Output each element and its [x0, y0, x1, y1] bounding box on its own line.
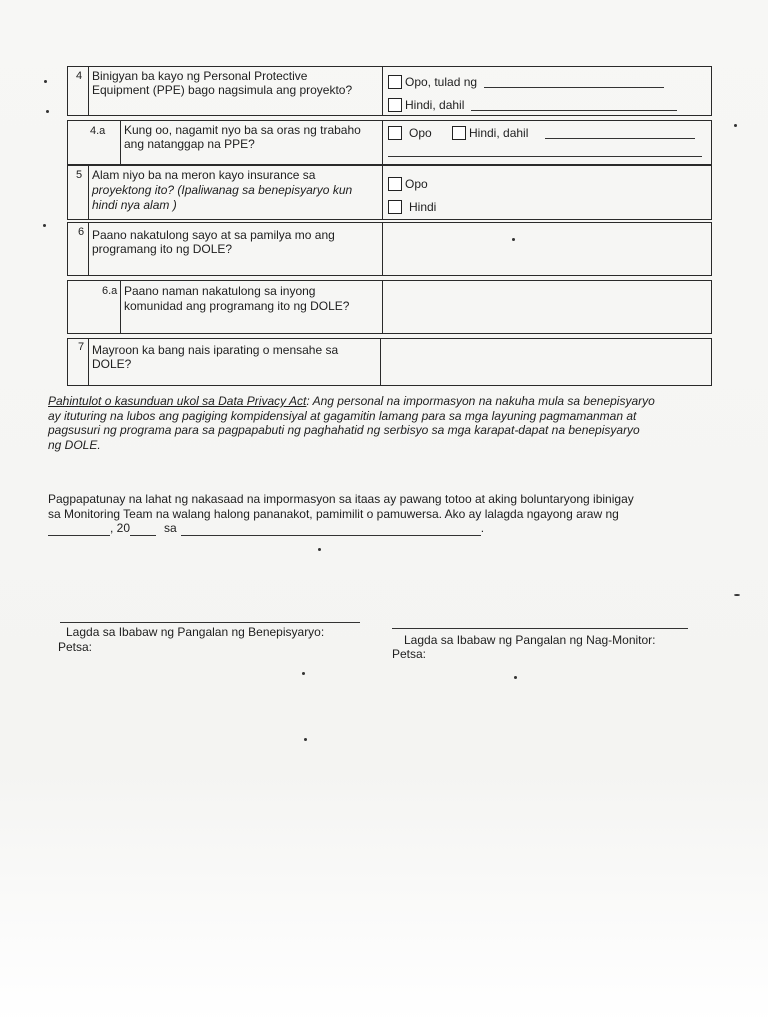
- checkbox-icon[interactable]: [388, 200, 402, 214]
- question-text: Paano nakatulong sayo at sa pamilya mo ang: [92, 228, 335, 242]
- question-text: programang ito ng DOLE?: [92, 242, 233, 256]
- attestation-paragraph: Pagpapatunay na lahat ng nakasaad na impormasyon sa itaas ay pawang totoo at aking boluntaryong ibinigay sa Monitoring Team na walang halong pananakot, pamimilit o pamuwersa. Ako ay lalagda ngayong araw ng , 20 sa .: [48, 492, 728, 536]
- scan-speck: [734, 594, 740, 596]
- scan-speck: [304, 738, 307, 741]
- scan-speck: [44, 80, 47, 83]
- monitor-signature-label: Lagda sa Ibabaw ng Pangalan ng Nag-Monitor:: [404, 633, 656, 647]
- answer-line[interactable]: [545, 127, 695, 139]
- question-text: Alam niyo ba na meron kayo insurance sa: [92, 168, 316, 182]
- checkbox-icon[interactable]: [388, 177, 402, 191]
- scan-speck: [43, 224, 46, 227]
- monitor-date-label: Petsa:: [392, 647, 427, 661]
- question-text: Mayroon ka bang nais iparating o mensahe sa: [92, 343, 339, 357]
- answer-yes[interactable]: Opo: [388, 177, 428, 191]
- answer-no[interactable]: Hindi: [388, 200, 436, 214]
- answer-line[interactable]: [471, 99, 677, 111]
- beneficiary-signature-label: Lagda sa Ibabaw ng Pangalan ng Benepisyaryo:: [66, 625, 325, 639]
- question-text: komunidad ang programang ito ng DOLE?: [124, 299, 350, 313]
- privacy-paragraph: Pahintulot o kasunduan ukol sa Data Privacy Act: Ang personal na impormasyon na nakuha mula sa benepisyaryo ay ituturing na lubos ang pagiging kompidensiyal at gagamitin lamang para sa mga layuning pagmamanman at pagsusuri ng programa para sa pagpapabuti ng paghahatid ng serbisyo sa mga karapat-dapat na benepisyaryo ng DOLE.: [48, 394, 728, 452]
- scan-speck: [318, 548, 321, 551]
- question-row-4a: [67, 120, 712, 166]
- answer-area[interactable]: [386, 283, 709, 331]
- question-number: 6.a: [102, 285, 118, 297]
- question-text: Binigyan ba kayo ng Personal Protective: [92, 69, 308, 83]
- privacy-heading: Pahintulot o kasunduan ukol sa Data Privacy Act: [48, 394, 307, 408]
- answer-no[interactable]: Hindi, dahil: [388, 98, 677, 112]
- answer-area[interactable]: [386, 225, 709, 273]
- question-row-4: [67, 66, 712, 116]
- attestation-text: Pagpapatunay na lahat ng nakasaad na impormasyon sa itaas ay pawang totoo at aking boluntaryong ibinigay: [48, 492, 634, 506]
- checkbox-icon[interactable]: [388, 126, 402, 140]
- question-row-5: [67, 164, 712, 220]
- checkbox-icon[interactable]: [388, 75, 402, 89]
- place-field[interactable]: [181, 524, 481, 536]
- scan-speck: [514, 676, 517, 679]
- answer-line[interactable]: [388, 145, 702, 157]
- privacy-text: pagsusuri ng programa para sa pagpapabuti ng paghahatid ng serbisyo sa mga karapat-dapat na benepisyaryo: [48, 423, 640, 437]
- monitor-signature-line[interactable]: [392, 628, 688, 629]
- question-text: DOLE?: [92, 357, 132, 371]
- day-field[interactable]: [48, 524, 110, 536]
- privacy-text: ay ituturing na lubos ang pagiging kompidensiyal at gagamitin lamang para sa mga layuning pagmamanman at: [48, 408, 637, 423]
- year-field[interactable]: [130, 524, 156, 536]
- answer-no[interactable]: Hindi, dahil: [452, 126, 695, 140]
- attestation-text: sa Monitoring Team na walang halong pananakot, pamimilit o pamuwersa. Ako ay lalagda ngayong araw ng: [48, 506, 619, 521]
- scan-speck: [46, 110, 49, 113]
- checkbox-icon[interactable]: [388, 98, 402, 112]
- beneficiary-date-label: Petsa:: [58, 640, 93, 654]
- question-text: hindi nya alam ): [92, 198, 177, 212]
- scan-speck: [512, 238, 515, 241]
- scan-speck: [302, 672, 305, 675]
- question-row-6a: [67, 280, 712, 334]
- beneficiary-signature-line[interactable]: [60, 622, 360, 623]
- question-number: 7: [78, 341, 85, 353]
- question-text: ang natanggap na PPE?: [124, 137, 255, 151]
- question-row-6: [67, 222, 712, 276]
- answer-yes[interactable]: Opo: [388, 126, 432, 140]
- question-row-7: [67, 338, 712, 386]
- question-text: Paano naman nakatulong sa inyong: [124, 284, 316, 298]
- checkbox-icon[interactable]: [452, 126, 466, 140]
- answer-line[interactable]: [484, 76, 664, 88]
- privacy-text: ng DOLE.: [48, 437, 101, 452]
- answer-yes[interactable]: Opo, tulad ng: [388, 75, 664, 89]
- question-number: 5: [76, 169, 83, 181]
- question-number: 6: [78, 226, 85, 238]
- question-text: Equipment (PPE) bago nagsimula ang proyekto?: [92, 83, 353, 97]
- answer-area[interactable]: [384, 341, 709, 383]
- question-number: 4: [76, 70, 83, 82]
- question-text: Kung oo, nagamit nyo ba sa oras ng trabaho: [124, 123, 361, 137]
- question-text: proyektong ito? (Ipaliwanag sa benepisyaryo kun: [92, 183, 353, 197]
- scan-speck: [734, 124, 737, 127]
- question-number: 4.a: [90, 125, 106, 137]
